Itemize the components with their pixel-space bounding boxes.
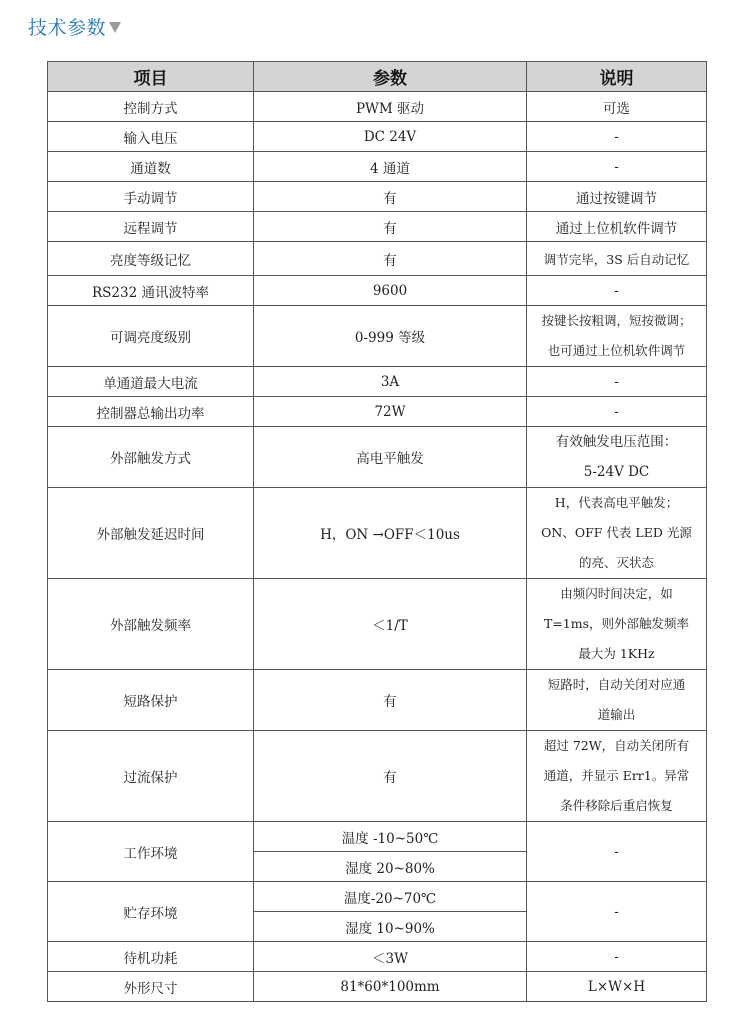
table-row (48, 488, 707, 579)
desc-cell (527, 427, 707, 488)
desc-cell: - (527, 367, 707, 397)
table-row (48, 212, 707, 242)
desc-line: T=1ms，则外部触发频率 (543, 616, 690, 631)
item-cell: 外部触发延迟时间 (48, 488, 254, 579)
param-cell: 湿度 10~90% (254, 912, 527, 942)
item-cell: 贮存环境 (48, 882, 254, 942)
desc-cell: - (527, 942, 707, 972)
table-header-row (48, 62, 707, 92)
desc-cell: 通过上位机软件调节 (527, 212, 707, 242)
desc-line: 通道，并显示 Err1。异常 (543, 768, 690, 783)
desc-line: 按键长按粗调，短按微调； (541, 313, 692, 328)
item-cell: 远程调节 (48, 212, 254, 242)
desc-line: 5-24V DC (583, 464, 650, 480)
desc-cell: 调节完毕，3S 后自动记忆 (527, 242, 707, 276)
param-cell: 有 (254, 670, 527, 731)
item-cell: 可调亮度级别 (48, 306, 254, 367)
param-cell: 有 (254, 731, 527, 822)
table-row (48, 822, 707, 852)
table-row (48, 731, 707, 822)
desc-line: H，代表高电平触发； (554, 495, 679, 510)
item-cell: 控制器总输出功率 (48, 397, 254, 427)
desc-cell (527, 306, 707, 367)
param-cell: 81*60*100mm (254, 972, 527, 1002)
param-cell: 9600 (254, 276, 527, 306)
param-cell: ＜3W (254, 942, 527, 972)
item-cell: 短路保护 (48, 670, 254, 731)
desc-line: 也可通过上位机软件调节 (547, 343, 686, 358)
table-row (48, 972, 707, 1002)
table-row (48, 242, 707, 276)
column-header-item: 项目 (48, 62, 254, 92)
param-cell: 有 (254, 242, 527, 276)
param-cell: 72W (254, 397, 527, 427)
table-row (48, 882, 707, 912)
table-row (48, 367, 707, 397)
item-cell: 手动调节 (48, 182, 254, 212)
param-cell: PWM 驱动 (254, 92, 527, 122)
item-cell: 工作环境 (48, 822, 254, 882)
param-cell: DC 24V (254, 122, 527, 152)
desc-cell: 通过按键调节 (527, 182, 707, 212)
desc-cell: - (527, 397, 707, 427)
param-cell: 0-999 等级 (254, 306, 527, 367)
param-cell: 3A (254, 367, 527, 397)
spec-table (47, 61, 707, 1002)
item-cell: 待机功耗 (48, 942, 254, 972)
desc-line: 有效触发电压范围： (555, 434, 678, 450)
table-row (48, 306, 707, 367)
table-row (48, 276, 707, 306)
desc-cell: - (527, 882, 707, 942)
param-cell: 温度 -10~50℃ (254, 822, 527, 852)
item-cell: 亮度等级记忆 (48, 242, 254, 276)
desc-cell (527, 731, 707, 822)
item-cell: 通道数 (48, 152, 254, 182)
table-row (48, 670, 707, 731)
desc-line: 短路时，自动关闭对应通 (547, 677, 686, 692)
desc-line: 道输出 (597, 707, 636, 722)
column-header-desc: 说明 (527, 62, 707, 92)
column-header-param: 参数 (254, 62, 527, 92)
desc-line: ON、OFF 代表 LED 光源 (541, 525, 692, 540)
desc-cell (527, 579, 707, 670)
item-cell: 外形尺寸 (48, 972, 254, 1002)
desc-line: 条件移除后重启恢复 (560, 798, 673, 813)
table-row (48, 397, 707, 427)
item-cell: 控制方式 (48, 92, 254, 122)
triangle-down-icon (109, 22, 121, 33)
param-cell: 温度-20~70℃ (254, 882, 527, 912)
item-cell: RS232 通讯波特率 (48, 276, 254, 306)
desc-cell: - (527, 276, 707, 306)
desc-line: 最大为 1KHz (578, 646, 655, 661)
table-row (48, 122, 707, 152)
table-row (48, 92, 707, 122)
param-cell: 湿度 20~80% (254, 852, 527, 882)
desc-cell: - (527, 122, 707, 152)
desc-line: 超过 72W，自动关闭所有 (543, 738, 690, 753)
table-row (48, 579, 707, 670)
desc-cell: L×W×H (527, 972, 707, 1002)
table-row (48, 182, 707, 212)
param-cell: 有 (254, 212, 527, 242)
desc-line: 由频闪时间决定，如 (560, 586, 673, 601)
desc-cell (527, 670, 707, 731)
item-cell: 输入电压 (48, 122, 254, 152)
table-row (48, 427, 707, 488)
item-cell: 外部触发频率 (48, 579, 254, 670)
param-cell: ＜1/T (254, 579, 527, 670)
desc-cell: - (527, 822, 707, 882)
param-cell: H，ON →OFF＜10us (254, 488, 527, 579)
desc-line: 的亮、灭状态 (578, 555, 654, 570)
section-header (28, 12, 121, 40)
desc-cell: - (527, 152, 707, 182)
table-row (48, 942, 707, 972)
param-cell: 4 通道 (254, 152, 527, 182)
section-title: 技术参数 (28, 16, 107, 39)
param-cell: 有 (254, 182, 527, 212)
table-row (48, 152, 707, 182)
param-cell: 高电平触发 (254, 427, 527, 488)
desc-cell (527, 488, 707, 579)
desc-cell: 可选 (527, 92, 707, 122)
item-cell: 过流保护 (48, 731, 254, 822)
item-cell: 单通道最大电流 (48, 367, 254, 397)
item-cell: 外部触发方式 (48, 427, 254, 488)
